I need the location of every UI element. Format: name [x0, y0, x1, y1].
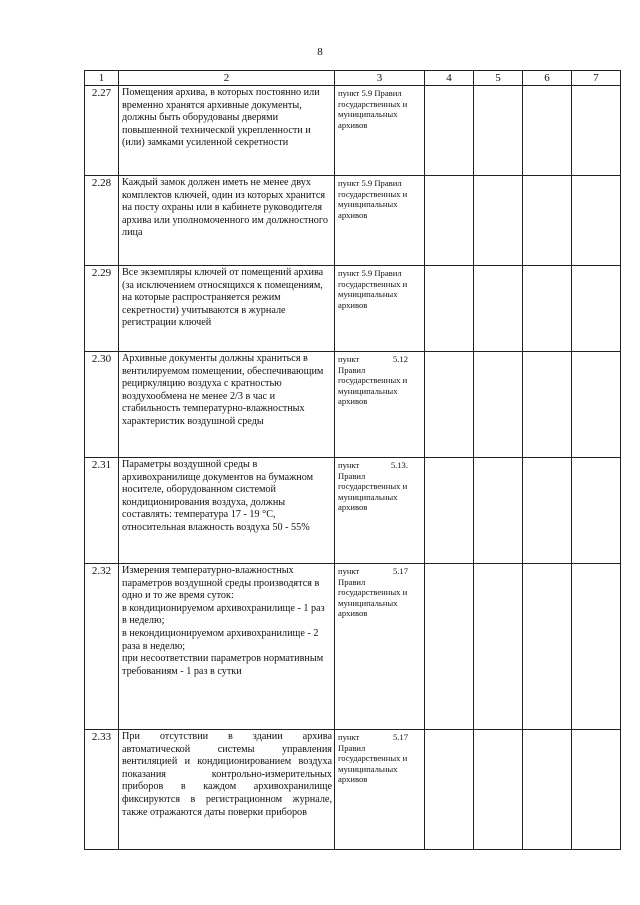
empty-cell — [425, 458, 474, 564]
requirement-line: при несоответствии параметров нормативным требованиям - 1 раз в сутки — [122, 653, 324, 677]
row-number: 2.30 — [85, 352, 119, 458]
requirement-text — [119, 564, 335, 730]
column-header: 1 — [85, 71, 119, 86]
empty-cell — [572, 458, 621, 564]
table-row — [85, 730, 621, 850]
requirement-line: в некондиционируемом архивохранилище - 2 раза в неделю; — [122, 627, 319, 652]
requirement-line: в кондиционируемом архивохранилище - 1 раз в неделю; — [122, 602, 325, 627]
empty-cell — [474, 86, 523, 176]
reference-text: Правил государственных и муниципальных архивов — [338, 576, 408, 618]
column-header: 4 — [425, 71, 474, 86]
empty-cell — [425, 176, 474, 266]
legal-reference — [335, 564, 425, 730]
empty-cell — [572, 564, 621, 730]
empty-cell — [572, 86, 621, 176]
row-number: 2.29 — [85, 266, 119, 352]
column-header: 5 — [474, 71, 523, 86]
reference-prefix: пункт — [338, 732, 360, 742]
requirement-text: Параметры воздушной среды в архивохранилище документов на бумажном носителе, оборудованном системой кондиционирования воздуха, должны составлять: температура 17 - 19 °С, относительная влажность воздуха 50 - 55% — [119, 458, 335, 564]
empty-cell — [474, 176, 523, 266]
empty-cell — [523, 730, 572, 850]
row-number: 2.28 — [85, 176, 119, 266]
requirement-text: Помещения архива, в которых постоянно или временно хранятся архивные документы, должны быть оборудованы дверями повышенной технической укрепленности и (или) замками усиленной секретности — [119, 86, 335, 176]
table-row — [85, 86, 621, 176]
empty-cell — [474, 564, 523, 730]
row-number: 2.27 — [85, 86, 119, 176]
reference-number: 5.13. — [390, 460, 408, 470]
empty-cell — [523, 176, 572, 266]
empty-cell — [425, 86, 474, 176]
requirement-text: Все экземпляры ключей от помещений архива (за исключением относящихся к помещениям, на которые распространяется режим секретности) учитываются в журнале регистрации ключей — [119, 266, 335, 352]
table-row — [85, 458, 621, 564]
row-number: 2.31 — [85, 458, 119, 564]
empty-cell — [523, 458, 572, 564]
column-header: 6 — [523, 71, 572, 86]
table-row — [85, 564, 621, 730]
reference-number: 5.17 — [392, 732, 408, 742]
empty-cell — [572, 176, 621, 266]
empty-cell — [523, 564, 572, 730]
empty-cell — [474, 352, 523, 458]
empty-cell — [425, 730, 474, 850]
empty-cell — [572, 266, 621, 352]
empty-cell — [572, 352, 621, 458]
empty-cell — [523, 86, 572, 176]
empty-cell — [523, 352, 572, 458]
legal-reference — [335, 352, 425, 458]
column-header: 2 — [119, 71, 335, 86]
legal-reference: пункт 5.9 Правил государственных и муниципальных архивов — [335, 86, 425, 176]
table-row — [85, 176, 621, 266]
empty-cell — [425, 352, 474, 458]
legal-reference — [335, 730, 425, 850]
reference-prefix: пункт — [338, 566, 360, 576]
reference-prefix: пункт — [338, 460, 360, 470]
reference-number: 5.17 — [392, 566, 408, 576]
empty-cell — [425, 564, 474, 730]
requirement-text: Каждый замок должен иметь не менее двух комплектов ключей, один из которых хранится на посту охраны или в кабинете руководителя архива или уполномоченного им должностного лица — [119, 176, 335, 266]
reference-text: Правил государственных и муниципальных архивов — [338, 742, 408, 784]
column-header: 3 — [335, 71, 425, 86]
column-header: 7 — [572, 71, 621, 86]
table-row — [85, 266, 621, 352]
reference-text: Правил государственных и муниципальных архивов — [338, 470, 408, 512]
legal-reference: пункт 5.9 Правил государственных и муниципальных архивов — [335, 176, 425, 266]
table-row — [85, 352, 621, 458]
legal-reference: пункт 5.9 Правил государственных и муниципальных архивов — [335, 266, 425, 352]
empty-cell — [474, 266, 523, 352]
requirement-text: Архивные документы должны храниться в вентилируемом помещении, обеспечивающим рециркуляцию воздуха с кратностью воздухообмена не менее 2/3 в час и стабильность температурно-влажностных характеристик воздушной среды — [119, 352, 335, 458]
empty-cell — [572, 730, 621, 850]
empty-cell — [425, 266, 474, 352]
legal-reference — [335, 458, 425, 564]
row-number: 2.32 — [85, 564, 119, 730]
empty-cell — [523, 266, 572, 352]
empty-cell — [474, 730, 523, 850]
requirement-text: При отсутствии в здании архива автоматической системы управления вентиляцией и кондиционированием воздуха показания контрольно-измерительных приборов в каждом архивохранилище фиксируются в регистрационном журнале, также отражаются даты поверки приборов — [119, 730, 335, 850]
page-number: 8 — [317, 46, 323, 58]
reference-prefix: пункт — [338, 354, 360, 364]
empty-cell — [474, 458, 523, 564]
requirement-line: Измерения температурно-влажностных параметров воздушной среды производятся в одно и то же время суток: — [122, 565, 320, 602]
reference-text: Правил государственных и муниципальных архивов — [338, 364, 408, 406]
table-header-row — [85, 71, 621, 86]
requirements-table — [84, 70, 621, 850]
reference-number: 5.12 — [392, 354, 408, 364]
row-number: 2.33 — [85, 730, 119, 850]
